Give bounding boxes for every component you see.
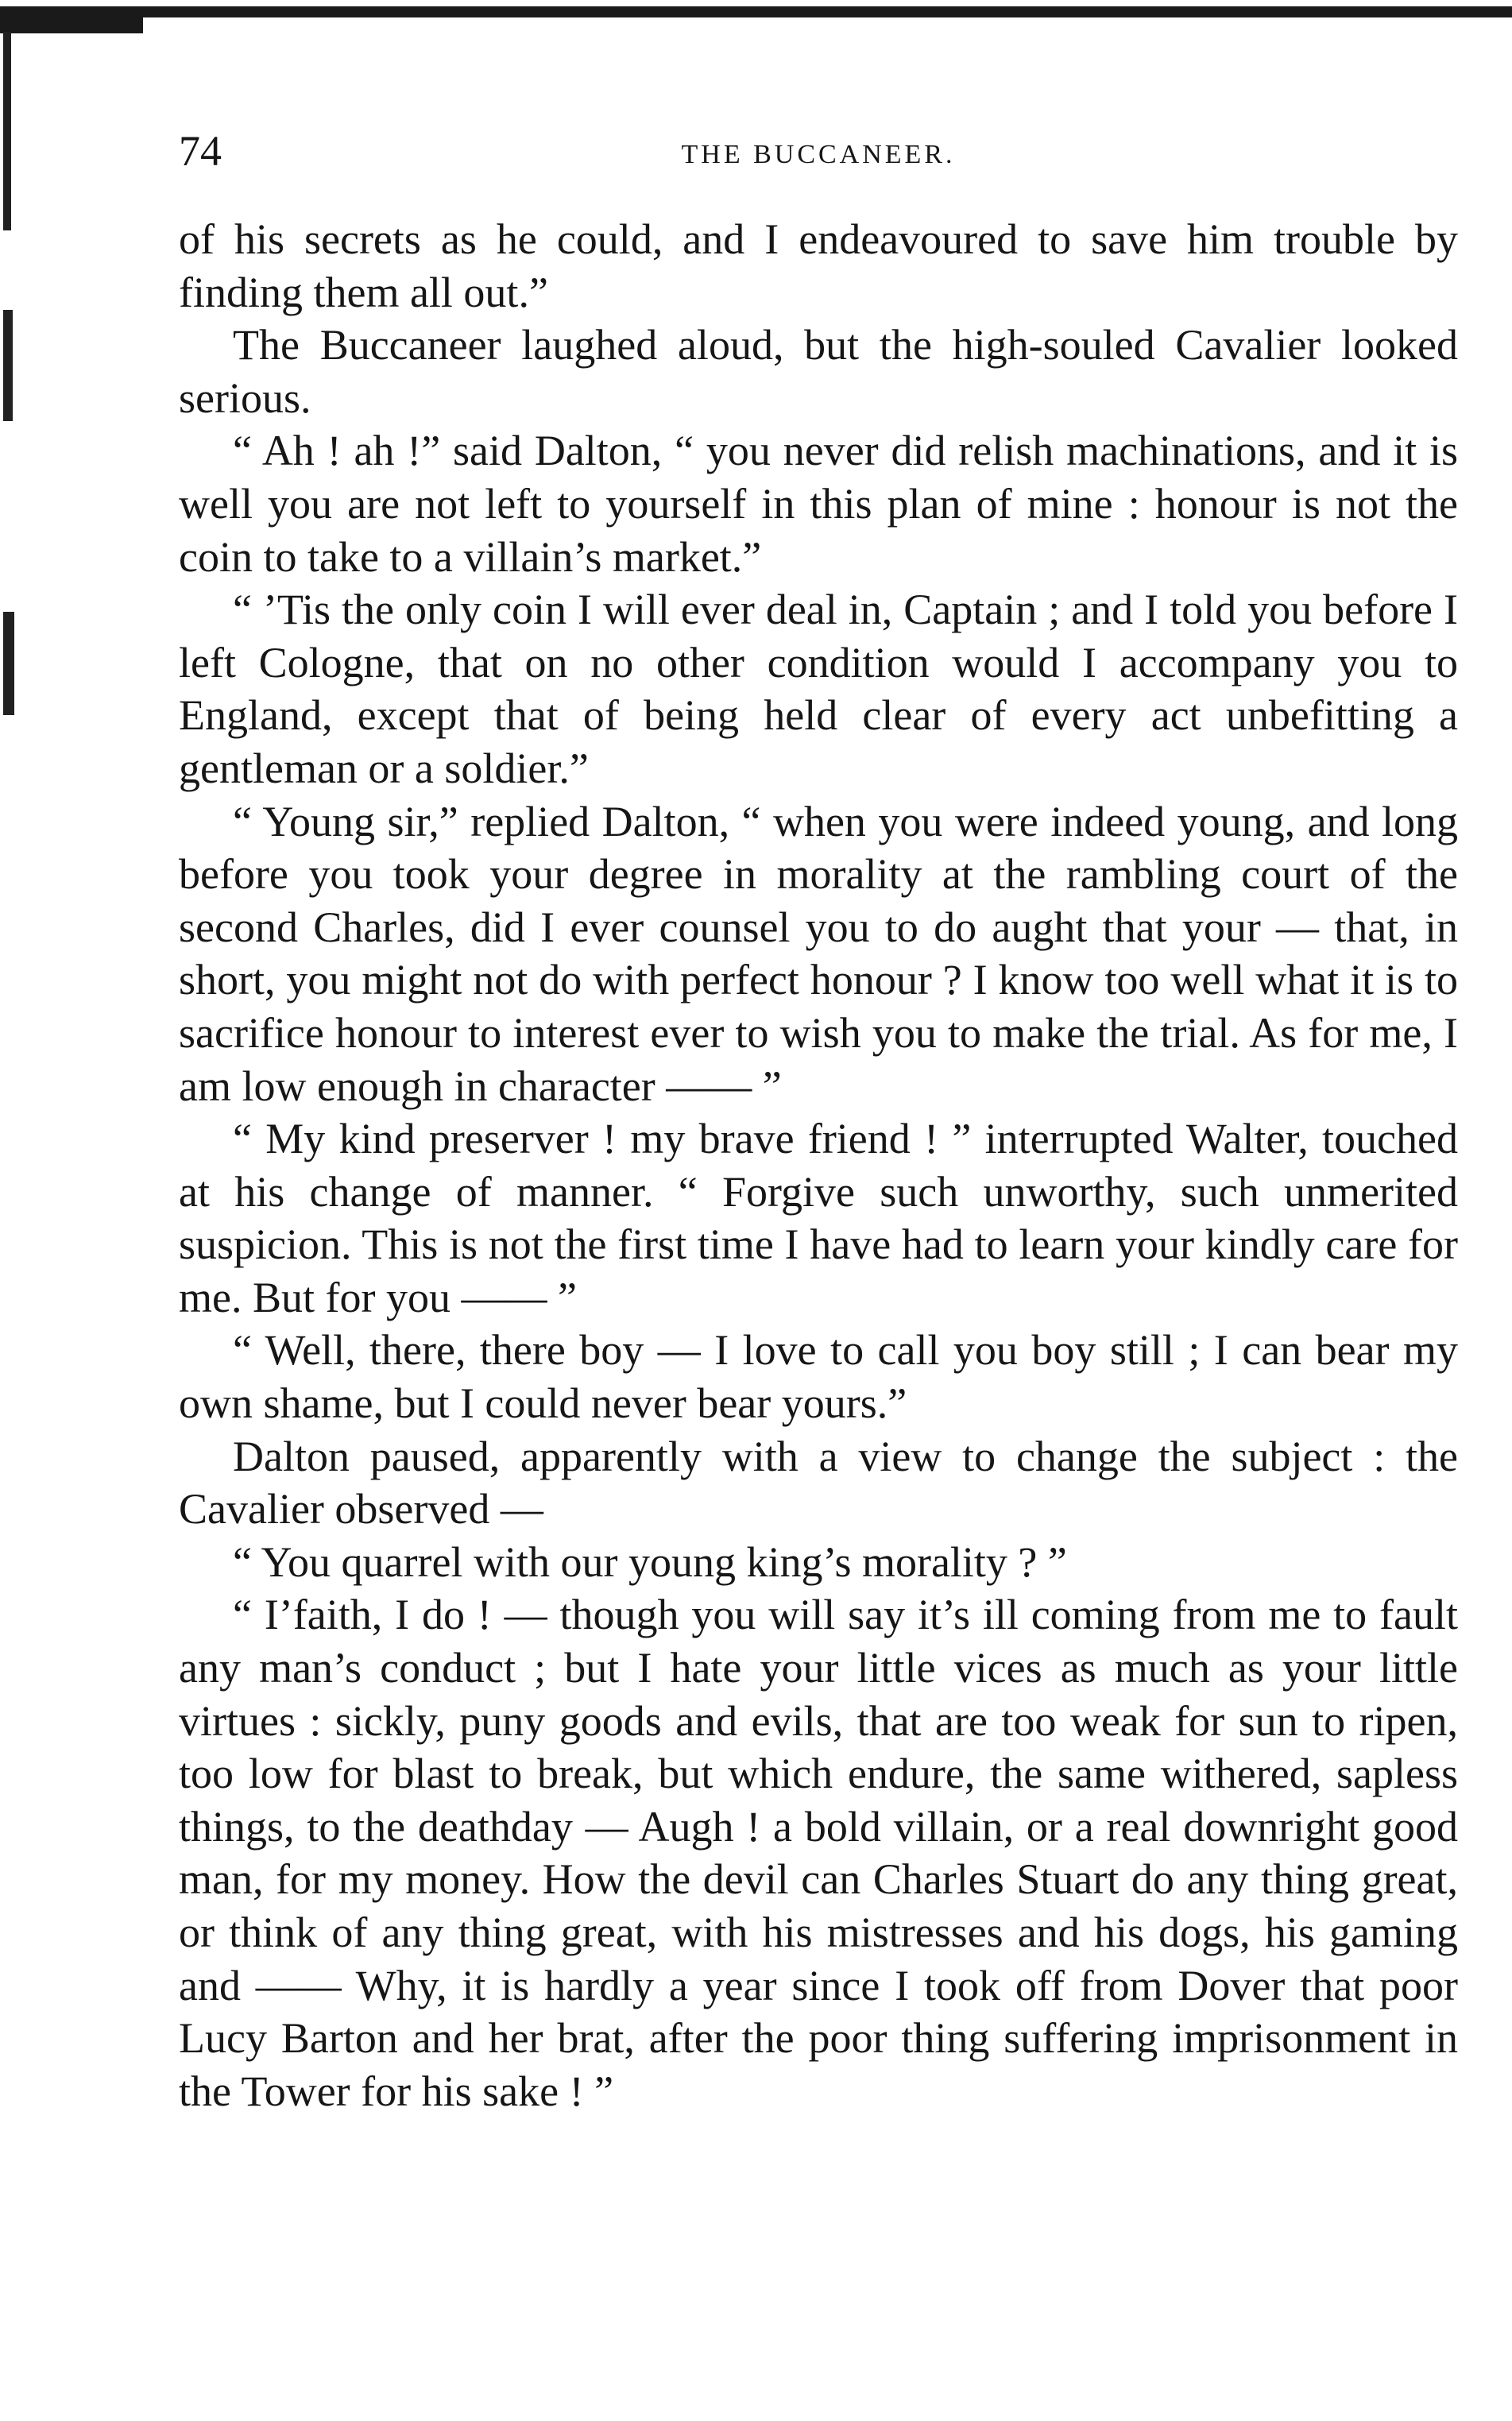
page-top-rule-left bbox=[0, 6, 143, 33]
paragraph: “ Young sir,” replied Dalton, “ when you were indeed young, and long before you took your degree in morality at the rambling court of the second Charles, did I ever counsel you to do aught that your — that, in short, you might not do with perfect honour ? I know too well what it is to sacrifice honour to interest ever to wish you to make the trial. As for me, I am low enough in character —— ” bbox=[179, 797, 1458, 1110]
paragraph: Dalton paused, apparently with a view to change the subject : the Cavalier observed — bbox=[179, 1432, 1458, 1533]
binding-edge-mark bbox=[3, 612, 14, 715]
paragraph: The Buccaneer laughed aloud, but the high-souled Cavalier looked serious. bbox=[179, 321, 1458, 422]
paragraph: “ My kind preserver ! my brave friend ! ” interrupted Walter, touched at his change of manner. “ Forgive such unworthy, such unmerited suspicion. This is not the first time I have had to learn your kindly care for me. But for you —— ” bbox=[179, 1115, 1458, 1321]
paragraph: “ Well, there, there boy — I love to call you boy still ; I can bear my own shame, but I could never bear yours.” bbox=[179, 1326, 1458, 1428]
running-head-title: THE BUCCANEER. bbox=[681, 140, 956, 169]
body-text bbox=[179, 213, 1458, 2117]
paragraph: “ I’faith, I do ! — though you will say it’s ill coming from me to fault any man’s conduct ; but I hate your little vices as much as your little virtues : sickly, puny goods and evils, that are too weak for sun to ripen, too low for blast to break, but which endure, the same withered, sapless things, to the deathday — Augh ! a bold villain, or a real downright good man, for my money. How the devil can Charles Stuart do any thing great, or think of any thing great, with his mistresses and his dogs, his gaming and —— Why, it is hardly a year since I took off from Dover that poor Lucy Barton and her brat, after the poor thing suffering imprisonment in the Tower for his sake ! ” bbox=[179, 1591, 1458, 2115]
page-number: 74 bbox=[179, 127, 222, 175]
paragraph: of his secrets as he could, and I endeavoured to save him trouble by finding them all out.” bbox=[179, 215, 1458, 316]
page-top-rule bbox=[0, 6, 1512, 17]
binding-edge-mark bbox=[3, 310, 13, 421]
paragraph: “ You quarrel with our young king’s morality ? ” bbox=[233, 1537, 1067, 1586]
paragraph: “ Ah ! ah !” said Dalton, “ you never did relish machinations, and it is well you are not left to yourself in this plan of mine : honour is not the coin to take to a villain’s market.” bbox=[179, 427, 1458, 581]
paragraph: “ ’Tis the only coin I will ever deal in, Captain ; and I told you before I left Cologne, that on no other condition would I accompany you to England, except that of being held clear of every act unbefitting a gentleman or a soldier.” bbox=[179, 586, 1458, 792]
binding-edge-mark bbox=[3, 32, 11, 230]
running-head bbox=[179, 127, 1458, 175]
